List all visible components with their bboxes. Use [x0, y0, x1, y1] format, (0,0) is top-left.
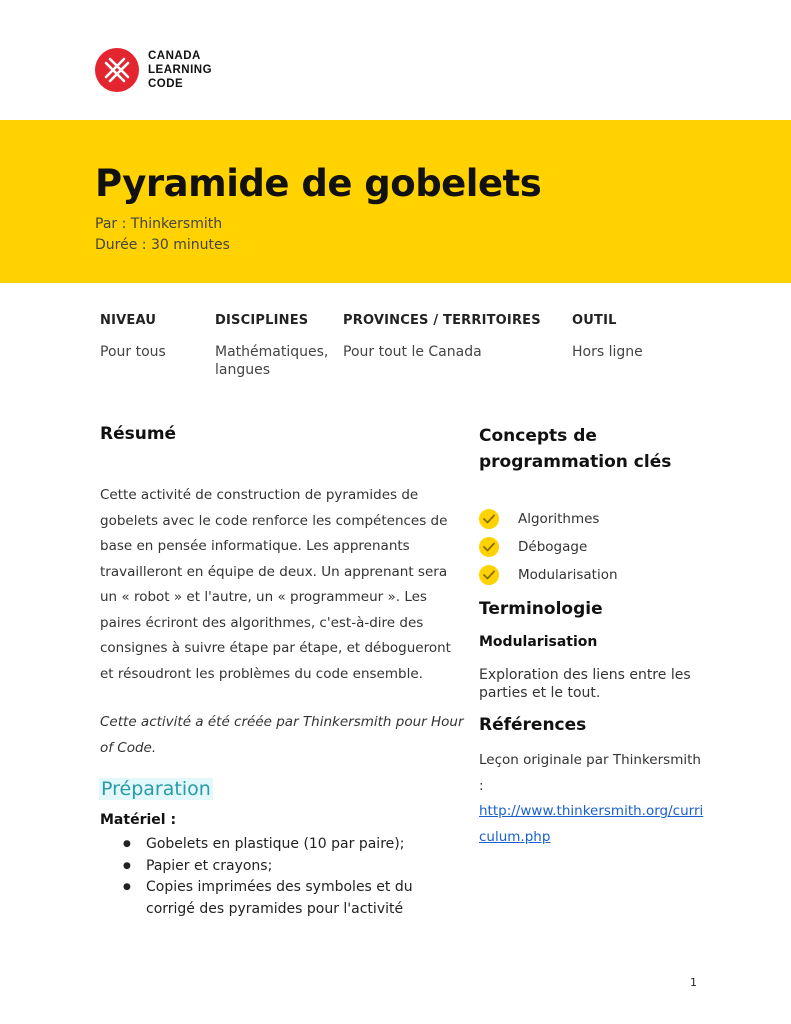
page-number: 1: [690, 976, 697, 989]
author: Par : Thinkersmith: [95, 216, 223, 232]
term-name: Modularisation: [479, 634, 598, 650]
concept-label: Modularisation: [518, 567, 618, 583]
summary-paragraph: Cette activité de construction de pyramides de gobelets avec le code renforce les compétences de base en pensée informatique. Les apprenants travailleront en équipe de deux. Un apprenant sera un « robot » et l'autre, un « programmeur ». Les paires écriront des algorithmes, c'est-à-dire des consignes à suivre étape par étape, et débogueront et résoudront les problèmes du code ensemble.: [100, 487, 451, 682]
reference-link[interactable]: http://www.thinkersmith.org/curriculum.php: [479, 803, 704, 845]
logo-line-2: LEARNING: [148, 64, 213, 76]
disciplines-value-line-1: Mathématiques,: [215, 344, 329, 360]
list-item: ● Papier et crayons;: [100, 856, 460, 878]
check-icon: [479, 509, 499, 529]
level-label: NIVEAU: [100, 313, 157, 328]
summary-note: Cette activité a été créée par Thinkersmith pour Hour of Code.: [100, 714, 464, 756]
logo-line-1: CANADA: [148, 50, 201, 62]
provinces-value: Pour tout le Canada: [343, 344, 482, 360]
concepts-heading: [479, 423, 671, 475]
list-item: ● Copies imprimées des symboles et du corrigé des pyramides pour l'activité: [100, 877, 460, 920]
materials-label: Matériel :: [100, 812, 177, 828]
materials-list: [100, 834, 460, 920]
concepts-heading-line-1: Concepts de: [479, 426, 597, 446]
list-item: [479, 561, 618, 589]
preparation-heading: Préparation: [101, 778, 211, 800]
list-item: ● Gobelets en plastique (10 par paire);: [100, 834, 460, 856]
concepts-list: [479, 505, 618, 589]
check-icon: [479, 537, 499, 557]
disciplines-label: DISCIPLINES: [215, 313, 309, 328]
disciplines-value: [215, 343, 328, 379]
duration: Durée : 30 minutes: [95, 237, 230, 253]
terminology-heading: Terminologie: [479, 599, 603, 619]
list-item: [479, 505, 618, 533]
list-item: [479, 533, 618, 561]
term-definition: Exploration des liens entre les parties et le tout.: [479, 667, 691, 701]
concepts-heading-line-2: programmation clés: [479, 452, 672, 472]
references-heading: Références: [479, 715, 587, 735]
summary-heading: Résumé: [100, 424, 177, 444]
page-title: Pyramide de gobelets: [95, 162, 542, 205]
provinces-label: PROVINCES / TERRITOIRES: [343, 313, 541, 328]
level-value: Pour tous: [100, 344, 166, 360]
concept-label: Algorithmes: [518, 511, 600, 527]
concept-label: Débogage: [518, 539, 588, 555]
references-intro: Leçon originale par Thinkersmith :: [479, 752, 701, 794]
logo: [95, 48, 212, 92]
tool-value: Hors ligne: [572, 344, 643, 360]
tool-label: OUTIL: [572, 313, 617, 328]
logo-line-3: CODE: [148, 78, 184, 90]
check-icon: [479, 565, 499, 585]
references-text: [479, 748, 709, 850]
logo-text: [148, 49, 212, 91]
disciplines-value-line-2: langues: [215, 362, 271, 378]
hashtag-star-icon: [95, 48, 139, 92]
